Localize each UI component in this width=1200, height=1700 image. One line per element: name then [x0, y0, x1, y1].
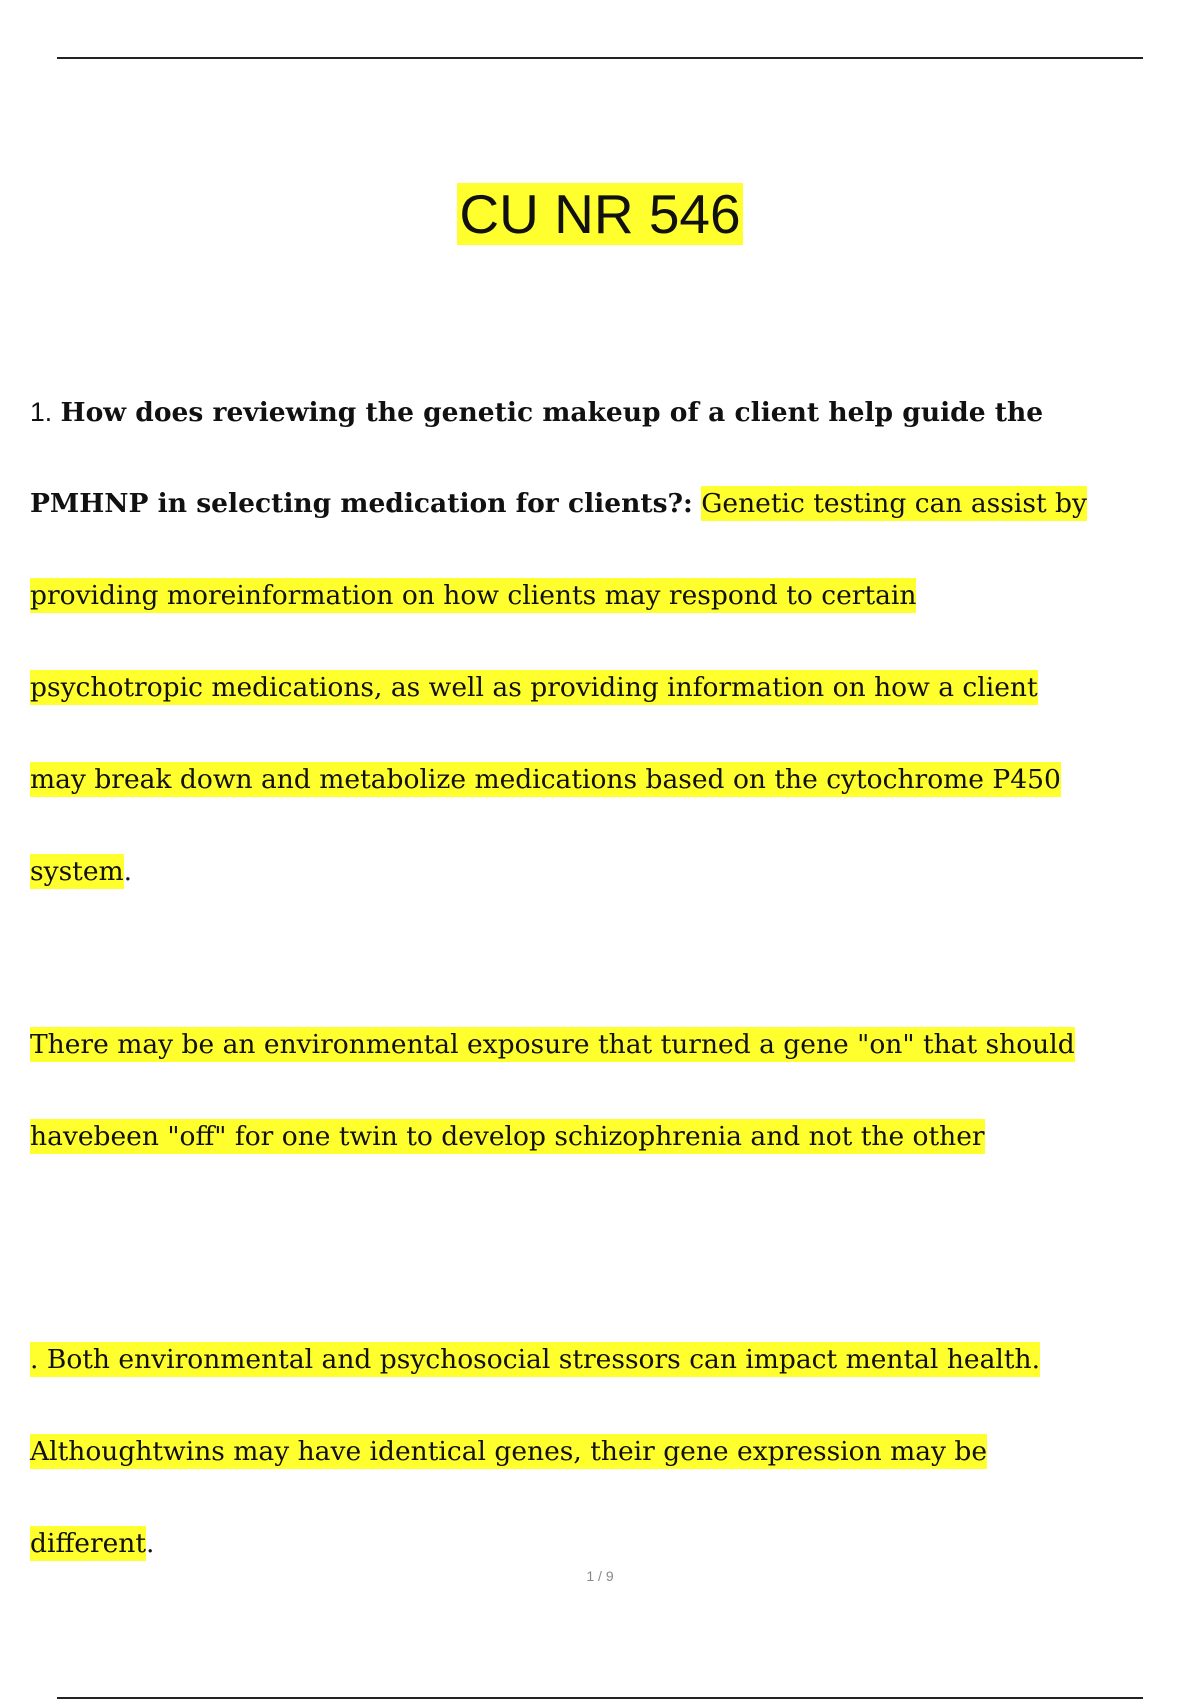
- para3-line-2: Althoughtwins may have identical genes, their gene expression may be: [30, 1436, 988, 1467]
- answer-line-4: may break down and metabolize medications based on the cytochrome P450: [30, 764, 1061, 795]
- question-text-2: PMHNP in selecting medication for clients?:: [30, 488, 693, 519]
- top-rule: [57, 57, 1143, 59]
- answer-row-3: [30, 668, 1038, 708]
- answer-row-5: [30, 852, 132, 892]
- question-number: 1.: [30, 397, 53, 427]
- para2-row-1: [30, 1025, 1075, 1065]
- answer-line-5: system: [30, 856, 124, 887]
- bottom-rule: [57, 1697, 1143, 1699]
- answer-end-punct: .: [123, 856, 133, 887]
- para2-row-2: [30, 1117, 985, 1157]
- document-title: [0, 182, 1200, 246]
- answer-row-2: [30, 576, 916, 616]
- answer-row-4: [30, 760, 1061, 800]
- para2-line-1: There may be an environmental exposure that turned a gene "on" that should: [30, 1029, 1075, 1060]
- para3-line-1: . Both environmental and psychosocial stressors can impact mental health.: [30, 1344, 1040, 1375]
- para3-line-3: different: [30, 1528, 147, 1559]
- answer-line-3: psychotropic medications, as well as providing information on how a client: [30, 672, 1038, 703]
- para2-line-2: havebeen "off" for one twin to develop schizophrenia and not the other: [30, 1121, 985, 1152]
- para3-row-1: [30, 1340, 1040, 1380]
- answer-line-1: Genetic testing can assist by: [701, 488, 1087, 519]
- para3-row-3: [30, 1524, 154, 1564]
- question-line-2: [30, 484, 1087, 524]
- answer-line-2: providing moreinformation on how clients may respond to certain: [30, 580, 917, 611]
- document-title-text: CU NR 546: [459, 183, 741, 245]
- page-indicator: 1 / 9: [586, 1568, 614, 1584]
- para3-row-2: [30, 1432, 987, 1472]
- question-text-1: How does reviewing the genetic makeup of a client help guide the: [60, 397, 1044, 428]
- para3-end-punct: .: [146, 1528, 155, 1559]
- question-line-1: [30, 392, 1043, 433]
